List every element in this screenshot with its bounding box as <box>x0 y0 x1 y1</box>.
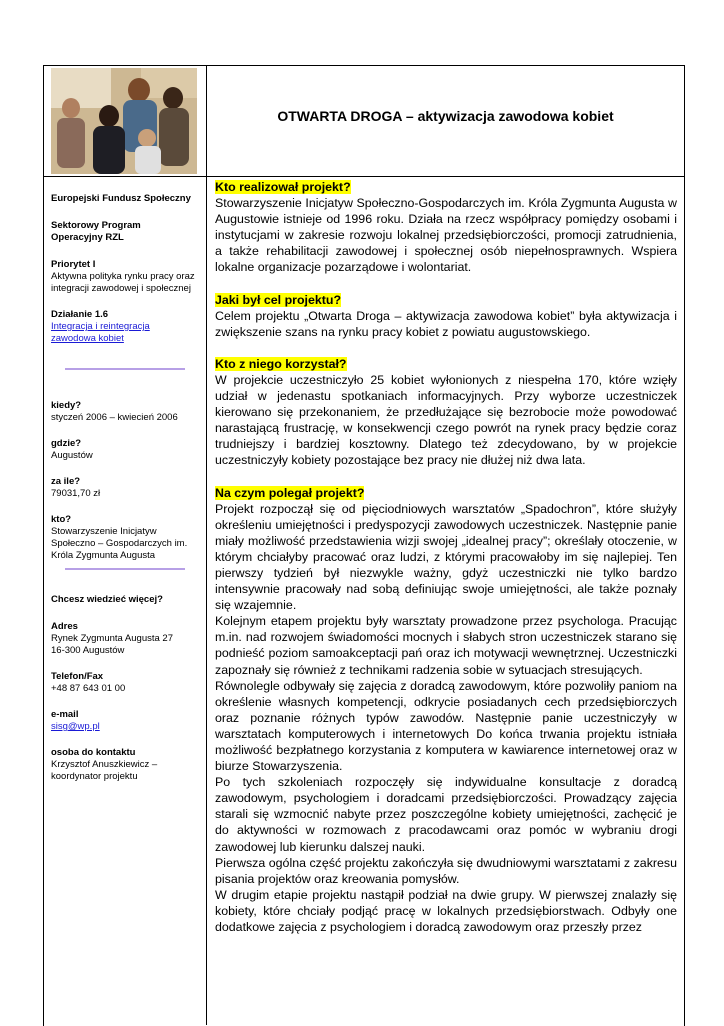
section-text: Projekt rozpoczął się od pięciodniowych warsztatów „Spadochron”, które służyły określeniu umiejętności i predyspozycji zawodowych uczestniczek. Następnie panie miały możliwość przedstawienia wizji swojej „idealnej pracy”; określały otoczenie, w którym chciałyby pracować oraz ludzi, z którymi pracowałoby im się najlepiej. Ten pierwszy tydzień był niezwykle ważny, gdyż uczestniczki nie tylko bardzo intensywnie pracowały nad sobą definiując swoje umiejętności, ale także poznały się wzajemnie. <box>215 501 677 613</box>
who-heading: kto? <box>51 514 72 525</box>
section-heading: Jaki był cel projektu? <box>215 292 342 307</box>
fund-name: Europejski Fundusz Społeczny <box>51 193 191 204</box>
where-value: Augustów <box>51 450 93 461</box>
section-text: Stowarzyszenie Inicjatyw Społeczno-Gospodarczych im. Króla Zygmunta Augusta w Augustowie istnieje od 1996 roku. Działa na rzecz współpracy pomiędzy osobami i instytucjami w zakresie rozwoju lokalnej przedsiębiorczości, promocji zatrudnienia, a także rehabilitacji zawodowej i społecznej osób niepełnosprawnych. Wspiera lokalne organizacje pozarządowe i wolontariat. <box>215 196 677 275</box>
action-link[interactable]: zawodowa kobiet <box>51 333 124 344</box>
page-title: OTWARTA DROGA – aktywizacja zawodowa kobiet <box>277 108 614 124</box>
who-text: Stowarzyszenie Inicjatyw <box>51 526 157 537</box>
section-text: Celem projektu „Otwarta Droga – aktywizacja zawodowa kobiet” była aktywizacja i zwiększenie szans na rynku pracy kobiet z powiatu augustowskiego. <box>215 308 677 339</box>
more-info-heading: Chcesz wiedzieć więcej? <box>51 594 163 605</box>
cost-heading: za ile? <box>51 476 81 487</box>
when-heading: kiedy? <box>51 400 82 411</box>
action-heading: Działanie 1.6 <box>51 309 109 320</box>
section-text: W projekcie uczestniczyło 25 kobiet wyłonionych z niespełna 170, które wzięły udział w jedenastu spotkaniach informacyjnych. Przy wyborze uczestniczek kierowano się przekonaniem, że przedłużające się bezrobocie może powodować narastającą frustrację, w konsekwencji czego powrót na rynek pracy będzie coraz trudniejszy i bardziej kosztowny. Dlatego też zdecydowano, by w projekcie uczestniczyły kobiety pozostające bez pracy nie dłużej niż dwa lata. <box>215 372 677 468</box>
section-text: W drugim etapie projektu nastąpił podział na dwie grupy. W pierwszej znalazły się kobiety, które chciały podjąć pracę w lokalnych przedsiębiorstwach. Odbyły one dodatkowe zajęcia z psychologiem i doradcą zawodowym oraz przeszły przez <box>215 887 677 935</box>
sidebar <box>51 193 201 783</box>
who-text: Króla Zygmunta Augusta <box>51 550 156 561</box>
who-text: Społeczno – Gospodarczych im. <box>51 538 188 549</box>
action-link[interactable]: Integracja i reintegracja <box>51 321 150 332</box>
where-heading: gdzie? <box>51 438 82 449</box>
phone-value: +48 87 643 01 00 <box>51 683 126 694</box>
section-text: Po tych szkoleniach rozpoczęły się indywidualne konsultacje z doradcą zawodowym, psychologiem i doradcami przedsiębiorczości. Prowadzący zajęcia starali się wzmocnić nabyte przez poszczególne kobiety umiejętności, zachęcić je do aktywności w rozmowach z pracodawcami oraz pomóc w wybraniu drogi zawodowej lub kierunku dalszej nauki. <box>215 775 677 854</box>
phone-heading: Telefon/Fax <box>51 671 104 682</box>
project-photo <box>51 68 197 174</box>
address-heading: Adres <box>51 621 78 632</box>
section-heading: Kto z niego korzystał? <box>215 356 347 371</box>
column-divider <box>206 65 207 1025</box>
contact-text: koordynator projektu <box>51 771 138 782</box>
section-text: Pierwsza ogólna część projektu zakończyła się dwudniowymi warsztatami z zakresu pisania projektów oraz kreowania pomysłów. <box>215 855 677 886</box>
address-text: 16-300 Augustów <box>51 645 125 656</box>
email-heading: e-mail <box>51 709 79 720</box>
email-link[interactable]: sisg@wp.pl <box>51 721 100 732</box>
project-photo-illustration <box>51 68 197 174</box>
main-content <box>215 179 677 935</box>
program-line: Sektorowy Program <box>51 220 141 231</box>
address-text: Rynek Zygmunta Augusta 27 <box>51 633 173 644</box>
program-line: Operacyjny RZL <box>51 232 124 243</box>
section-text: Kolejnym etapem projektu były warsztaty prowadzone przez psychologa. Pracując m.in. nad rozwojem świadomości mocnych i słabych stron uczestniczek starano się podnieść poziom samoakceptacji pań oraz ich motywacji wewnętrznej. Uczestniczki zapoznały się również z technikami radzenia sobie w sytuacjach stresujących. <box>215 614 677 677</box>
contact-heading: osoba do kontaktu <box>51 747 136 758</box>
section-heading: Kto realizował projekt? <box>215 180 351 194</box>
priority-heading: Priorytet I <box>51 259 96 270</box>
section-text: Równolegle odbywały się zajęcia z doradcą zawodowym, które pozwoliły paniom na określenie własnych kompetencji, odkrycie posiadanych cech przedsiębiorczych oraz poznanie różnych typów zawodów. Następnie panie uczestniczyły w warsztatach komputerowych i internetowych Do końca trwania projektu istniała możliwość bezpłatnego korzystania z komputera w kawiarence internetowej oraz w biurze Stowarzyszenia. <box>215 678 677 774</box>
header-divider <box>43 176 684 177</box>
contact-text: Krzysztof Anuszkiewicz – <box>51 759 158 770</box>
cost-value: 79031,70 zł <box>51 488 101 499</box>
priority-text: Aktywna polityka rynku pracy oraz <box>51 271 195 282</box>
when-value: styczeń 2006 – kwiecień 2006 <box>51 412 178 423</box>
section-heading: Na czym polegał projekt? <box>215 485 365 500</box>
priority-text: integracji zawodowej i społecznej <box>51 283 191 294</box>
